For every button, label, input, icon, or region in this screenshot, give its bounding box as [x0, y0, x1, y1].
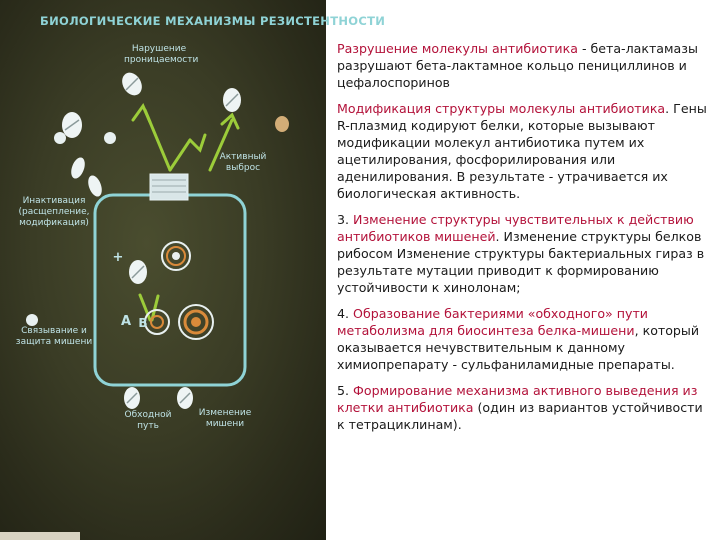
label-binding: Связывание и защита мишени: [15, 326, 93, 347]
slide-title: БИОЛОГИЧЕСКИЕ МЕХАНИЗМЫ РЕЗИСТЕНТНОСТИ: [40, 14, 386, 28]
label-a: A: [120, 314, 132, 329]
paragraph-5-body: (один из вариантов устойчивости к тетрациклинам).: [337, 400, 703, 432]
paragraph-3-number: 3.: [337, 212, 354, 227]
paragraph-3-body: . Изменение структуры белков рибосом Изменение структуры бактериальных гираз в результате мутации приводит к формированию устойчивости к хинолонам;: [337, 229, 705, 295]
target-ring-top: [162, 242, 190, 270]
explanation-text: [337, 40, 707, 442]
antibiotic-fragment: [86, 174, 105, 199]
label-b: B: [138, 316, 148, 330]
target-ring-changed: [179, 305, 213, 339]
paragraph-5-title: Формирование механизма активного выведения из клетки антибиотика: [337, 383, 698, 415]
paragraph-3: [337, 211, 707, 296]
photo-bottom-strip: [0, 532, 80, 540]
paragraph-4-number: 4.: [337, 306, 354, 321]
label-inactivation: Инактивация (расщепление, модификация): [18, 196, 90, 228]
paragraph-2: [337, 100, 707, 202]
cell-membrane: [95, 195, 245, 385]
label-permeability: Нарушение проницаемости: [124, 44, 199, 65]
label-active-efflux: Активный выброс: [219, 152, 267, 173]
efflux-pump: [150, 174, 188, 200]
label-plus: +: [112, 250, 124, 265]
paragraph-5: [337, 382, 707, 433]
paragraph-4-body: , который оказывается нечувствительным к данному химиопрепарату - сульфаниламидные препараты.: [337, 323, 700, 372]
paragraph-5-number: 5.: [337, 383, 354, 398]
paragraph-2-body: . Гены R-плазмид кодируют белки, которые вызывают модификации молекул антибиотика путем их ацетилирования, фосфорилирования или аденилирования. В результате - утрачивается их биологическая активность.: [337, 101, 707, 201]
antibiotic-fragment: [69, 156, 88, 181]
paragraph-4-title: Образование бактериями «обходного» пути метаболизма для биосинтеза белка-мишени: [337, 306, 648, 338]
paragraph-4: [337, 305, 707, 373]
label-bypass: Обходной путь: [124, 410, 172, 431]
paragraph-1-body: - бета-лактамазы разрушают бета-лактамное кольцо пенициллинов и цефалоспоринов: [337, 41, 698, 90]
bacterium-dot: [275, 116, 289, 132]
label-target-change: Изменение мишени: [198, 408, 252, 429]
paragraph-2-title: Модификация структуры молекулы антибиотика: [337, 101, 666, 116]
paragraph-1-title: Разрушение молекулы антибиотика: [337, 41, 578, 56]
paragraph-1: [337, 40, 707, 91]
paragraph-3-title: Изменение структуры чувствительных к действию антибиотиков мишеней: [337, 212, 694, 244]
